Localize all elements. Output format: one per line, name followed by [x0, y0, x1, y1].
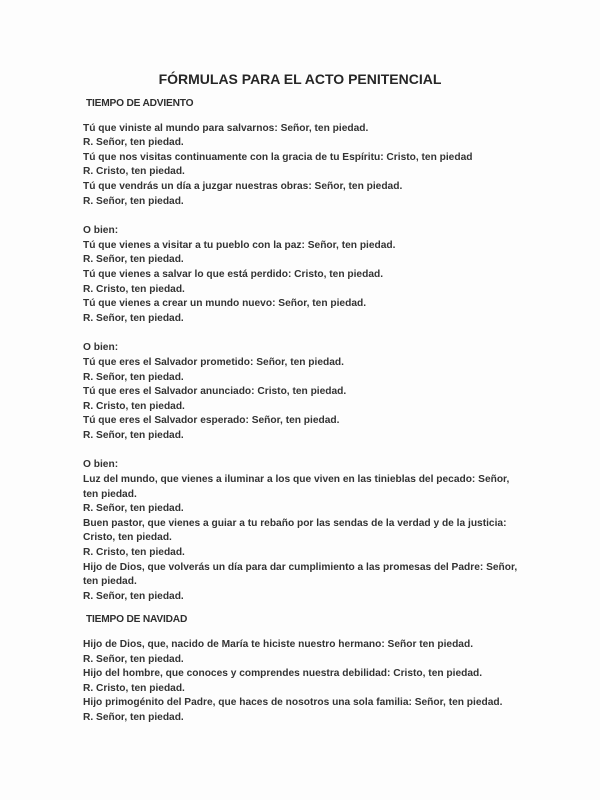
formula-group-advent-2 [83, 224, 523, 326]
response-line: R. Señor, ten piedad. [83, 590, 184, 602]
group-intro: O bien: [83, 459, 119, 471]
response-line: R. Señor, ten piedad. [83, 711, 184, 723]
invocation-line: Hijo primogénito del Padre, que haces de nosotros una sola familia: Señor, ten piedad. [83, 697, 503, 709]
invocation-line: Hijo de Dios, que volverás un día para dar cumplimiento a las promesas del Padre: Señor, ten piedad. [83, 561, 518, 588]
response-line: R. Cristo, ten piedad. [83, 283, 185, 295]
response-line: R. Señor, ten piedad. [83, 653, 184, 665]
invocation-line: Hijo del hombre, que conoces y comprendes nuestra debilidad: Cristo, ten piedad. [83, 668, 483, 680]
formula-group-advent-1 [83, 122, 523, 210]
response-line: R. Cristo, ten piedad. [83, 682, 185, 694]
invocation-line: Tú que vienes a salvar lo que está perdido: Cristo, ten piedad. [83, 268, 384, 280]
formula-group-christmas-1 [83, 638, 523, 726]
response-line: R. Señor, ten piedad. [83, 254, 184, 266]
section-advent [83, 97, 523, 604]
section-heading-advent: TIEMPO DE ADVIENTO [86, 98, 194, 109]
invocation-line: Tú que eres el Salvador anunciado: Cristo, ten piedad. [83, 386, 347, 398]
document-title: FÓRMULAS PARA EL ACTO PENITENCIAL [158, 71, 442, 87]
response-line: R. Señor, ten piedad. [83, 312, 184, 324]
group-intro: O bien: [83, 225, 119, 237]
invocation-line: Tú que vienes a visitar a tu pueblo con la paz: Señor, ten piedad. [83, 239, 396, 251]
section-christmas [83, 613, 523, 725]
response-line: R. Cristo, ten piedad. [83, 547, 185, 559]
response-line: R. Señor, ten piedad. [83, 137, 184, 149]
formula-group-advent-3 [83, 341, 523, 443]
invocation-line: Buen pastor, que vienes a guiar a tu rebaño por las sendas de la verdad y de la justicia: Cristo, ten piedad. [83, 517, 507, 544]
spacer [83, 326, 523, 341]
formula-group-advent-4 [83, 458, 523, 604]
invocation-line: Hijo de Dios, que, nacido de María te hiciste nuestro hermano: Señor ten piedad. [83, 639, 474, 650]
invocation-line: Tú que eres el Salvador prometido: Señor, ten piedad. [83, 356, 344, 368]
invocation-line: Tú que nos visitas continuamente con la gracia de tu Espíritu: Cristo, ten piedad [83, 151, 473, 163]
response-line: R. Cristo, ten piedad. [83, 166, 185, 178]
invocation-line: Tú que vendrás un día a juzgar nuestras obras: Señor, ten piedad. [83, 180, 403, 192]
document-body [83, 97, 523, 726]
invocation-line: Tú que eres el Salvador esperado: Señor, ten piedad. [83, 415, 340, 427]
response-line: R. Señor, ten piedad. [83, 503, 184, 515]
response-line: R. Señor, ten piedad. [83, 429, 184, 441]
invocation-line: Tú que viniste al mundo para salvarnos: Señor, ten piedad. [83, 122, 369, 134]
spacer [83, 443, 523, 458]
spacer [83, 209, 523, 224]
section-heading-christmas: TIEMPO DE NAVIDAD [86, 614, 188, 626]
invocation-line: Luz del mundo, que vienes a iluminar a los que viven en las tinieblas del pecado: Señor, ten piedad. [83, 474, 510, 500]
response-line: R. Cristo, ten piedad. [83, 400, 185, 412]
invocation-line: Tú que vienes a crear un mundo nuevo: Señor, ten piedad. [83, 298, 367, 310]
response-line: R. Señor, ten piedad. [83, 195, 184, 207]
group-intro: O bien: [83, 342, 119, 354]
response-line: R. Señor, ten piedad. [83, 371, 184, 383]
